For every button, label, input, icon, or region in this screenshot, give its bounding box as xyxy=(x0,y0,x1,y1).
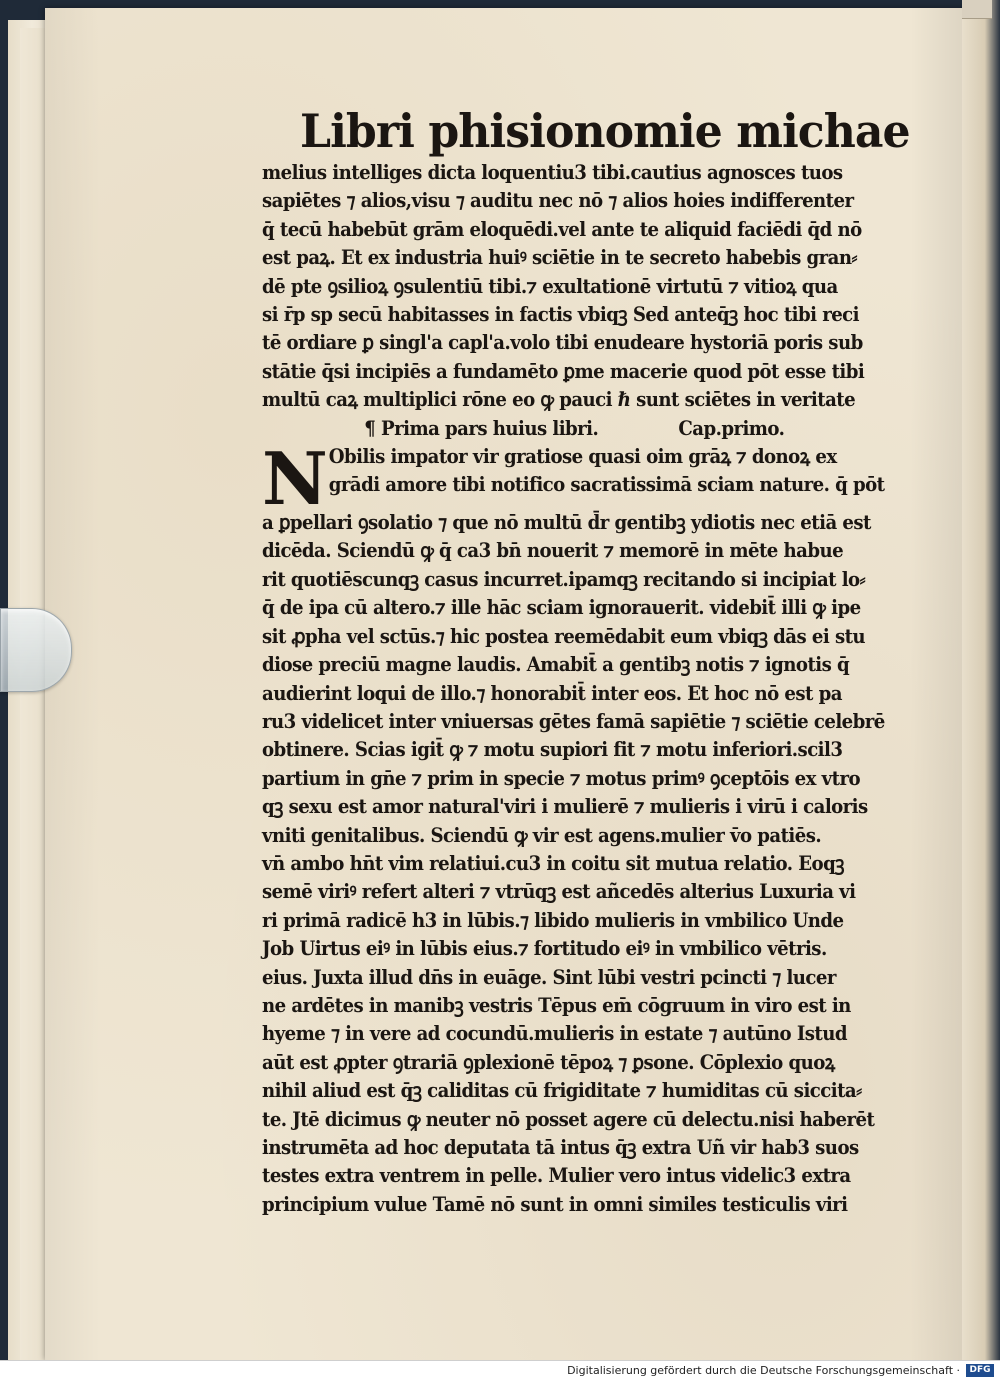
text-line: vniti genitalibus. Sciendū ꝙ vir est agens.mulier v̄o patiēs. xyxy=(262,823,822,847)
text-line: a ꝑpellari ꝯsolatio ⁊ que nō multū d̄r gentibꝫ ydiotis nec etiā est xyxy=(262,511,871,535)
text-line: obtinere. Scias igit̄ ꝙ ⁊ motu supiori fit ⁊ motu inferiori.scil3 xyxy=(262,738,843,762)
text-line: principium vulue Tamē nō sunt in omni similes testiculis viri xyxy=(262,1192,848,1216)
text-line: partium in gn̄e ⁊ prim in specie ⁊ motus primꝰ ꝯceptōis ex vtro xyxy=(262,766,861,790)
text-line: sit ꝓpha vel sctūs.⁊ hic postea reemēdabit eum vbiqꝫ dās ei stu xyxy=(262,624,866,648)
text-line: te. Jtē dicimus ꝙ neuter nō posset agere cū delectu.nisi haberēt xyxy=(262,1107,875,1131)
text-line: audierint loqui de illo.⁊ honorabit̄ inter eos. Et hoc nō est pa xyxy=(262,681,842,705)
text-line: tē ordiare ꝑ singl'a capl'a.volo tibi enudeare hystoriā poris sub xyxy=(262,331,863,355)
rubric-text: ¶ Prima pars huius libri. xyxy=(364,416,599,440)
text-line: q̄ de ipa cū altero.⁊ ille hāc sciam ignorauerit. videbit̄ illi ꝙ ipe xyxy=(262,596,861,620)
footer xyxy=(0,1360,1000,1381)
initial-lines xyxy=(262,443,922,500)
chapter-label: Cap.primo. xyxy=(678,416,785,440)
text-line: multū caꝝ multiplici rōne eo ꝙ pauci ℏ sunt sciētes in veritate xyxy=(262,388,856,412)
text-line: ru3 videlicet inter vniuersas gētes famā sapiētie ⁊ sciētie celebrē xyxy=(262,709,885,733)
text-line: semē viriꝰ refert alteri ⁊ vtrūqꝫ est añcedēs alterius Luxuria vi xyxy=(262,880,856,904)
footer-credit: Digitalisierung gefördert durch die Deutsche Forschungsgemeinschaft · xyxy=(567,1364,960,1377)
text-line: dē pte ꝯsilioꝝ ꝯsulentiū tibi.⁊ exultationē virtutū ⁊ vitioꝝ qua xyxy=(262,274,838,298)
text-line: vn̄ ambo hn̄t vim relatiui.cu3 in coitu sit mutua relatio. Eoqꝫ xyxy=(262,851,844,875)
page-edge-right xyxy=(962,0,1000,1360)
text-line: dicēda. Sciendū ꝙ q̄ ca3 bn̄ nouerit ⁊ memorē in mēte habue xyxy=(262,539,844,563)
text-line: melius intelliges dicta loquentiu3 tibi.cautius agnosces tuos xyxy=(262,161,843,184)
text-line: est paꝝ. Et ex industria huiꝰ sciētie in te secreto habebis gran⸗ xyxy=(262,246,857,270)
text-line: eius. Juxta illud dn̄s in euāge. Sint lūbi vestri pcincti ⁊ lucer xyxy=(262,965,836,989)
text-block xyxy=(262,103,922,1219)
text-line: hyeme ⁊ in vere ad cocundū.mulieris in estate ⁊ autūno Istud xyxy=(262,1022,847,1046)
text-line: stātie q̄si incipiēs a fundamēto ꝑme macerie quod pōt esse tibi xyxy=(262,359,865,383)
initial-paragraph xyxy=(262,436,922,522)
text-line: qꝫ sexu est amor natural'viri i mulierē ⁊ mulieris i virū i caloris xyxy=(262,795,868,819)
body-lines xyxy=(262,509,922,1219)
text-line: q̄ tecū habebūt grām eloquēdi.vel ante te aliquid faciēdi q̄d nō xyxy=(262,217,862,241)
dfg-logo: DFG xyxy=(966,1364,994,1377)
intro-lines xyxy=(262,159,922,415)
text-line: Obilis impator vir gratiose quasi oim grāꝝ ⁊ donoꝝ ex xyxy=(328,445,837,469)
text-line: aūt est ꝓpter ꝯtrariā ꝯplexionē tēpoꝝ ⁊ ꝑsone. Cōplexio quoꝝ xyxy=(262,1050,835,1074)
text-line: instrumēta ad hoc deputata tā intus q̄ꝫ extra Uñ vir hab3 suos xyxy=(262,1136,859,1159)
text-line: ri primā radicē h3 in lūbis.⁊ libido mulieris in vmbilico Unde xyxy=(262,908,844,932)
text-line: Job Uirtus eiꝰ in lūbis eius.⁊ fortitudo eiꝰ in vmbilico vētris. xyxy=(262,937,827,961)
text-line: ne ardētes in manibꝫ vestris Tēpus em̄ cōgruum in viro est in xyxy=(262,993,851,1017)
text-line: diose preciū magne laudis. Amabit̄ a gentibꝫ notis ⁊ ignotis q̄ xyxy=(262,653,850,677)
text-line: si r̄p sp secū habitasses in factis vbiqꝫ Sed anteq̄ꝫ hoc tibi reci xyxy=(262,303,859,327)
drop-initial: N xyxy=(262,436,328,522)
chapter-rubric xyxy=(262,415,876,443)
text-line: nihil aliud est q̄ꝫ caliditas cū frigiditate ⁊ humiditas cū siccita⸗ xyxy=(262,1079,862,1103)
text-line: testes extra ventrem in pelle. Mulier vero intus videlic3 extra xyxy=(262,1164,851,1188)
text-line: rit quotiēscunqꝫ casus incurret.ipamqꝫ recitando si incipiat lo⸗ xyxy=(262,567,866,591)
text-line: sapiētes ⁊ alios,visu ⁊ auditu nec nō ⁊ alios hoies indifferenter xyxy=(262,189,854,213)
running-heading: Libri phisionomie michae xyxy=(300,104,910,158)
text-line: grādi amore tibi notifico sacratissimā sciam nature. q̄ pōt xyxy=(328,473,885,497)
page-tab-right xyxy=(962,0,992,19)
